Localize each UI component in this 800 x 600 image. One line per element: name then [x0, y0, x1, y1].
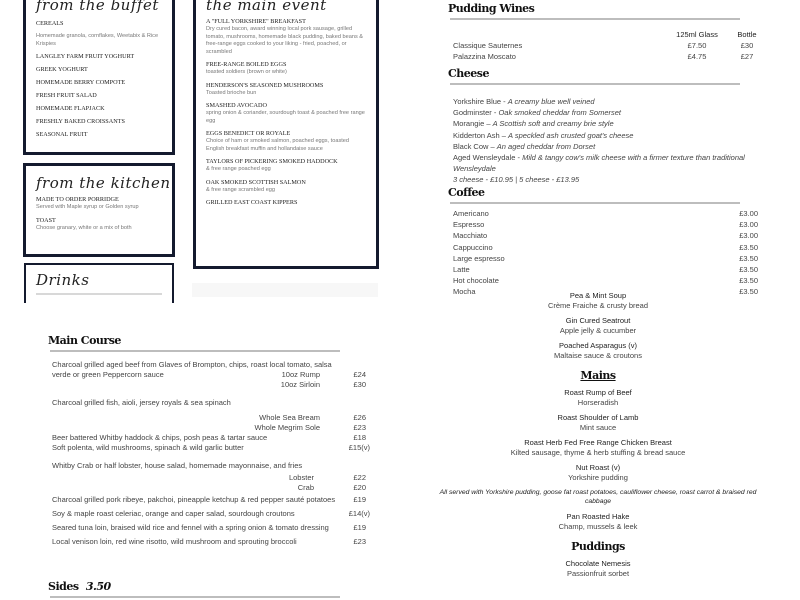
- dish-row: [48, 443, 378, 453]
- cheese-name: Morangie –: [453, 119, 493, 129]
- dish-name: Local venison loin, red wine risotto, wild mushroom and sprouting broccoli: [52, 536, 297, 546]
- main-name: Nut Roast (v): [575, 463, 621, 472]
- coffee-section: [448, 186, 758, 298]
- dish-option: Whole Megrim Sole: [254, 423, 320, 432]
- wine-bottle-price: £27: [740, 52, 754, 62]
- dish-name: Soft polenta, wild mushrooms, spinach & wild garlic butter: [52, 443, 244, 452]
- cheese-desc: A creamy blue well veined: [507, 97, 595, 106]
- dish-price: £23: [353, 536, 366, 546]
- dish-option: 10oz Sirloin: [280, 380, 320, 389]
- dish-option: 10oz Rump: [281, 370, 320, 379]
- coffee-row: [448, 208, 758, 219]
- dish-price: £14(v): [348, 508, 370, 518]
- dish-price: £26: [353, 413, 366, 422]
- cheese-name: Godminster -: [453, 108, 499, 118]
- dish-option-row: [48, 483, 378, 493]
- pudding-desc: Passionfruit sorbet: [566, 569, 630, 578]
- coffee-name: Latte: [453, 264, 470, 274]
- wine-name: Classique Sauternes: [453, 41, 523, 51]
- wine-glass-price: £7.50: [687, 41, 707, 51]
- cheese-desc: Mild & tangy cow's milk cheese with a firmer texture than traditional: [522, 152, 745, 162]
- buffet-item: SEASONAL FRUIT: [36, 131, 88, 138]
- faded-strip: [192, 283, 378, 297]
- pudding-name: Chocolate Nemesis: [565, 559, 631, 568]
- kitchen-item-desc: Served with Maple syrup or Golden syrup: [36, 204, 139, 210]
- dish-option-row: [48, 423, 378, 433]
- glass-col-header: 125ml Glass: [676, 30, 718, 39]
- main-event-item: GRILLED EAST COAST KIPPERS: [206, 199, 298, 206]
- coffee-name: Macchiato: [453, 231, 488, 241]
- dish-row: [48, 493, 378, 507]
- main-event-item: TAYLORS OF PICKERING SMOKED HADDOCK: [206, 158, 338, 165]
- buffet-item: CEREALS: [36, 20, 64, 27]
- dish-price: £23: [353, 423, 366, 432]
- buffet-item: HOMEMADE FLAPJACK: [36, 105, 105, 112]
- cheese-row: [448, 141, 748, 152]
- coffee-row: [448, 275, 758, 286]
- coffee-title: Coffee: [448, 186, 485, 199]
- cheese-row: [448, 96, 748, 107]
- cheese-title: Cheese: [448, 67, 489, 80]
- sides-title-text: Sides: [48, 580, 79, 593]
- main-desc: Yorkshire pudding: [568, 473, 628, 482]
- dish-name: Charcoal grilled pork ribeye, pakchoi, pineapple ketchup & red pepper sauté potatoes: [52, 495, 336, 504]
- sides-title: [48, 580, 348, 593]
- main-event-item-desc: Toasted brioche bun: [206, 89, 257, 96]
- dish-name: Beer battered Whitby haddock & chips, posh peas & tartar sauce: [52, 433, 268, 442]
- dish-option: Whole Sea Bream: [259, 413, 320, 422]
- main-event-item: EGGS BENEDICT OR ROYALE: [206, 130, 291, 137]
- mains-note: All served with Yorkshire pudding, goose fat roast potatoes, cauliflower cheese, roast carrot & braised red cabbage: [439, 489, 757, 505]
- sides-section: [48, 580, 348, 598]
- cheese-name: Yorkshire Blue -: [453, 97, 508, 106]
- divider: [450, 18, 740, 20]
- wine-glass-price: £4.75: [687, 52, 707, 62]
- main-event-item-desc: toasted soldiers (brown or white): [206, 69, 287, 75]
- main-course-title: Main Course: [48, 334, 121, 347]
- cheese-name: Kidderton Ash –: [453, 130, 509, 140]
- coffee-name: Americano: [453, 209, 489, 218]
- coffee-price: £3.00: [739, 209, 758, 218]
- coffee-name: Cappuccino: [453, 242, 493, 252]
- dish-line: Charcoal grilled aged beef from Glaves of Brompton, chips, roast local tomato, salsa: [52, 360, 332, 369]
- dish-name: Soy & maple roast celeriac, orange and caper salad, sourdough croutons: [52, 508, 295, 518]
- main-desc: Kilted sausage, thyme & herb stuffing & bread sauce: [510, 448, 686, 457]
- buffet-item: GREEK YOGHURT: [36, 66, 88, 73]
- dish-row: [48, 535, 378, 549]
- kitchen-panel: [24, 164, 174, 256]
- main-event-item: OAK SMOKED SCOTTISH SALMON: [206, 178, 306, 186]
- sides-price: 3.50: [85, 580, 111, 593]
- wine-row: [448, 40, 754, 51]
- dish-price: £19: [353, 495, 366, 504]
- main-event-item-desc: & free range poached egg: [206, 166, 271, 172]
- cheese-name: Aged Wensleydale -: [453, 152, 523, 162]
- buffet-panel: [24, 0, 174, 154]
- mains-title: Mains: [580, 369, 616, 382]
- buffet-item-desc: Homemade granola, cornflakes, Weetabix & Rice Krispies: [36, 33, 159, 47]
- drinks-cut-line: [36, 293, 162, 295]
- dish-price: £30: [353, 380, 366, 389]
- buffet-item: FRESH FRUIT SALAD: [36, 92, 97, 99]
- main-desc: Mint sauce: [579, 423, 617, 432]
- starter-name: Gin Cured Seatrout: [565, 316, 631, 325]
- cheese-name: Black Cow –: [453, 141, 497, 151]
- coffee-price: £3.00: [739, 220, 758, 230]
- cheese-section: [448, 67, 748, 186]
- coffee-price: £3.50: [739, 242, 758, 252]
- main-event-item: HENDERSON'S SEASONED MUSHROOMS: [206, 81, 324, 89]
- coffee-row: [448, 219, 758, 230]
- kitchen-item: TOAST: [36, 216, 56, 224]
- kitchen-item: MADE TO ORDER PORRIDGE: [36, 196, 119, 203]
- coffee-price: £3.50: [739, 287, 758, 297]
- dish-option: Lobster: [288, 473, 314, 482]
- wine-row: [448, 51, 754, 62]
- dish-option: Crab: [297, 483, 314, 492]
- main-event-item-desc: & free range scrambled egg: [206, 186, 276, 193]
- drinks-title: Drinks: [36, 271, 90, 289]
- dish-row: [48, 521, 378, 535]
- starter-desc: Maltaise sauce & croutons: [554, 351, 642, 360]
- coffee-name: Large espresso: [453, 253, 505, 263]
- coffee-price: £3.50: [739, 264, 758, 274]
- starter-desc: Crème Fraiche & crusty bread: [547, 301, 649, 310]
- cheese-row: [448, 130, 748, 141]
- cheese-desc: Oak smoked cheddar from Somerset: [498, 108, 621, 118]
- coffee-row: [448, 264, 758, 275]
- dish-price: £19: [353, 522, 366, 532]
- main-event-item: A "FULL YORKSHIRE" BREAKFAST: [206, 18, 306, 25]
- cheese-row: [448, 118, 748, 129]
- drinks-panel: [24, 263, 174, 303]
- fish-desc: Champ, mussels & leek: [558, 522, 638, 531]
- main-course-section: [48, 334, 378, 549]
- fish-name: Pan Roasted Hake: [566, 512, 630, 521]
- cheese-desc: A Scottish soft and creamy brie style: [492, 119, 614, 129]
- starter-name: Poached Asparagus (v): [559, 341, 637, 350]
- main-event-title: the main event: [206, 0, 327, 14]
- cheese-row: [448, 152, 748, 163]
- dish-price: £24: [353, 370, 366, 379]
- main-name: Roast Shoulder of Lamb: [557, 413, 639, 422]
- main-event-item-desc: spring onion & coriander, sourdough toast & poached free range egg: [206, 110, 365, 124]
- dish-option-row: [48, 473, 378, 483]
- coffee-name: Mocha: [453, 287, 476, 297]
- buffet-item: LANGLEY FARM FRUIT YOGHURT: [36, 53, 135, 60]
- dish-price: £15(v): [348, 443, 370, 452]
- buffet-item: FRESHLY BAKED CROISSANTS: [36, 118, 125, 125]
- main-name: Roast Herb Fed Free Range Chicken Breast: [524, 438, 672, 447]
- coffee-row: [448, 242, 758, 253]
- kitchen-title: from the kitchen: [36, 174, 171, 192]
- main-event-item: FREE-RANGE BOILED EGGS: [206, 61, 287, 68]
- main-event-item: SMASHED AVOCADO: [206, 102, 267, 109]
- wine-name: Palazzina Moscato: [453, 52, 516, 62]
- dish-line: Whitby Crab or half lobster, house salad, homemade mayonnaise, and fries: [52, 461, 303, 470]
- pudding-wines-title: Pudding Wines: [448, 2, 535, 15]
- dish-line: Charcoal grilled fish, aioli, jersey royals & sea spinach: [52, 398, 231, 407]
- wine-header-row: [448, 29, 757, 40]
- coffee-name: Espresso: [453, 220, 485, 230]
- dish-price: £20: [353, 483, 366, 492]
- puddings-title: Puddings: [571, 540, 625, 553]
- main-event-item-desc: Choice of ham or smoked salmon, poached eggs, toasted English breakfast muffin and hollandaise sauce: [206, 138, 350, 152]
- cheese-desc: A speckled ash crusted goat's cheese: [508, 130, 634, 140]
- coffee-price: £3.00: [739, 231, 758, 241]
- dish-line-text: verde or green Peppercorn sauce: [52, 370, 164, 379]
- cheese-pricing: 3 cheese - £10.95 | 5 cheese - £13.95: [453, 175, 580, 185]
- main-desc: Horseradish: [577, 398, 619, 407]
- main-event-item-desc: Dry cured bacon, award winning local pork sausage, grilled tomato, mushrooms, homemade black pudding, baked beans & free-range eggs cooked to your liking - fried, poached, or scrambled: [206, 26, 364, 55]
- cheese-row: [448, 163, 748, 174]
- coffee-row: [448, 230, 758, 241]
- dish-line: [48, 370, 378, 380]
- starter-desc: Apple jelly & cucumber: [559, 326, 637, 335]
- main-event-panel: [194, 0, 378, 268]
- cheese-desc: An aged cheddar from Dorset: [496, 141, 596, 151]
- divider: [50, 596, 340, 598]
- coffee-name: Hot chocolate: [453, 276, 499, 286]
- coffee-price: £3.50: [739, 276, 758, 286]
- kitchen-item-desc: Choose granary, white or a mix of both: [36, 224, 132, 231]
- buffet-title: from the buffet: [36, 0, 159, 14]
- coffee-row: [448, 253, 758, 264]
- buffet-item: HOMEMADE BERRY COMPOTE: [36, 79, 126, 86]
- wine-bottle-price: £30: [740, 41, 754, 51]
- cheese-desc: Wensleydale: [453, 164, 496, 174]
- dish-option-row: [48, 413, 378, 423]
- starter-name: Pea & Mint Soup: [569, 291, 627, 300]
- dish-row: [48, 507, 378, 521]
- main-name: Roast Rump of Beef: [564, 388, 632, 397]
- bottle-col-header: Bottle: [737, 30, 757, 39]
- dish-row: [48, 433, 378, 443]
- dish-option-row: [48, 380, 378, 390]
- cheese-row: [448, 107, 748, 118]
- pudding-wines-section: [448, 2, 757, 63]
- dish-name: Seared tuna loin, braised wild rice and fennel with a spring onion & tomato dressing: [52, 522, 329, 532]
- dish-price: £18: [353, 433, 366, 442]
- coffee-price: £3.50: [739, 253, 758, 263]
- dish-price: £22: [353, 473, 366, 482]
